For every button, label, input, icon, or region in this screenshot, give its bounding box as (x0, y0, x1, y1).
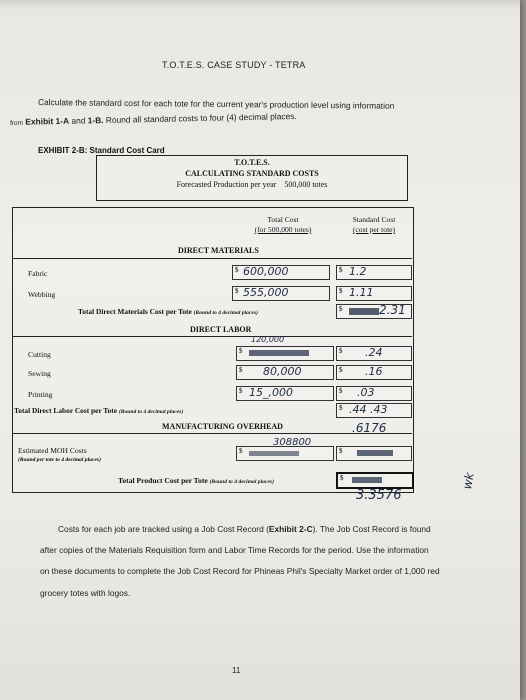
cutting-label: Cutting (28, 350, 51, 359)
col-std-sub: (cost per tote) (352, 225, 396, 234)
scribble-mark (249, 451, 299, 456)
paragraph-line-4: grocery totes with logos. (40, 588, 131, 598)
dm-total-cell[interactable]: $ 2.31 (336, 304, 412, 319)
instruction-line-1: Calculate the standard cost for each tote for the current year's production level using information (37, 97, 395, 111)
moh-std-cell[interactable]: $ (336, 446, 412, 461)
scribble-mark (349, 308, 379, 315)
scribble-mark (357, 450, 393, 456)
cutting-total-handwriting: 120,000 (251, 335, 285, 344)
forecast-line: Forecasted Production per year 500,000 totes (176, 180, 328, 189)
moh-note: (Round per tote to 4 decimal places) (18, 457, 101, 463)
page-header: T.O.T.E.S. CASE STUDY - TETRA (162, 60, 306, 70)
exhibit-title-box (96, 155, 408, 201)
printing-std-handwriting: .03 (357, 386, 375, 399)
product-total-cell[interactable]: $ (336, 472, 414, 489)
page-number: 11 (232, 666, 241, 675)
col-std-header: Standard Cost (352, 215, 396, 224)
scribble-mark (249, 350, 309, 356)
instruction-line-2: from Exhibit 1-A and 1-B. Round all standard costs to four (4) decimal places. (9, 110, 297, 127)
dl-total-cell[interactable]: $ .44 .43 (336, 403, 412, 418)
exhibit-heading: CALCULATING STANDARD COSTS (185, 169, 319, 178)
sewing-std-handwriting: .16 (365, 365, 383, 378)
fabric-total-cell[interactable]: $ 600,000 (232, 265, 330, 280)
col-total-header: Total Cost (267, 215, 299, 224)
fabric-std-handwriting: 1.2 (349, 265, 367, 278)
cutting-std-cell[interactable]: $ .24 (336, 346, 412, 361)
paragraph-line-2: after copies of the Materials Requisition form and Labor Time Records for the period. Use the information (40, 545, 429, 555)
printing-label: Printing (28, 390, 53, 399)
dm-total-handwriting: 2.31 (379, 303, 406, 317)
rule (12, 258, 412, 259)
direct-materials-title: DIRECT MATERIALS (178, 246, 259, 255)
sewing-label: Sewing (28, 369, 51, 378)
fabric-total-handwriting: 600,000 (243, 265, 289, 278)
rule (12, 336, 412, 337)
scribble-mark (352, 477, 382, 483)
cutting-std-handwriting: .24 (365, 346, 383, 359)
moh-std-handwriting: .6176 (352, 421, 387, 435)
printing-std-cell[interactable]: $ .03 (336, 386, 412, 401)
sewing-total-handwriting: 80,000 (263, 365, 302, 378)
cutting-total-cell[interactable]: $ 120,000 (236, 346, 334, 361)
moh-total-handwriting: 308800 (273, 437, 312, 448)
moh-label: Estimated MOH Costs (18, 446, 87, 455)
webbing-std-cell[interactable]: $ 1.11 (336, 286, 412, 301)
product-total-handwriting: 3.3576 (356, 488, 402, 503)
webbing-total-cell[interactable]: $ 555,000 (232, 286, 330, 301)
col-total-sub: (for 500,000 totes) (254, 225, 312, 234)
moh-total-cell[interactable]: $ 308800 (236, 446, 334, 461)
printing-total-handwriting: 15_,000 (249, 386, 293, 399)
dl-total-label: Total Direct Labor Cost per Tote (Round to 4 decimal places) (14, 406, 184, 415)
fabric-label: Fabric (28, 269, 48, 278)
exhibit-label: EXHIBIT 2-B: Standard Cost Card (38, 146, 165, 155)
margin-note: wk (460, 471, 477, 491)
dl-total-handwriting: .44 .43 (349, 403, 388, 416)
webbing-total-handwriting: 555,000 (243, 286, 289, 299)
printing-total-cell[interactable]: $ 15_,000 (236, 386, 334, 401)
direct-labor-title: DIRECT LABOR (190, 325, 252, 334)
webbing-label: Webbing (28, 290, 56, 299)
paragraph-line-3: on these documents to complete the Job Cost Record for Phineas Phil's Specialty Market order of 1,000 red (40, 566, 440, 576)
moh-title: MANUFACTURING OVERHEAD (162, 422, 283, 431)
webbing-std-handwriting: 1.11 (349, 286, 374, 299)
paragraph-line-1: Costs for each job are tracked using a Job Cost Record (Exhibit 2-C). The Job Cost Record is found (58, 524, 431, 534)
page-curl-shadow (0, 0, 520, 10)
product-total-label: Total Product Cost per Tote (Round to 4 decimal places) (118, 476, 274, 485)
sewing-std-cell[interactable]: $ .16 (336, 365, 412, 380)
company-name: T.O.T.E.S. (234, 158, 270, 167)
sewing-total-cell[interactable]: $ 80,000 (236, 365, 334, 380)
dm-total-label: Total Direct Materials Cost per Tote (Round to 4 decimal places) (78, 307, 258, 316)
fabric-std-cell[interactable]: $ 1.2 (336, 265, 412, 280)
